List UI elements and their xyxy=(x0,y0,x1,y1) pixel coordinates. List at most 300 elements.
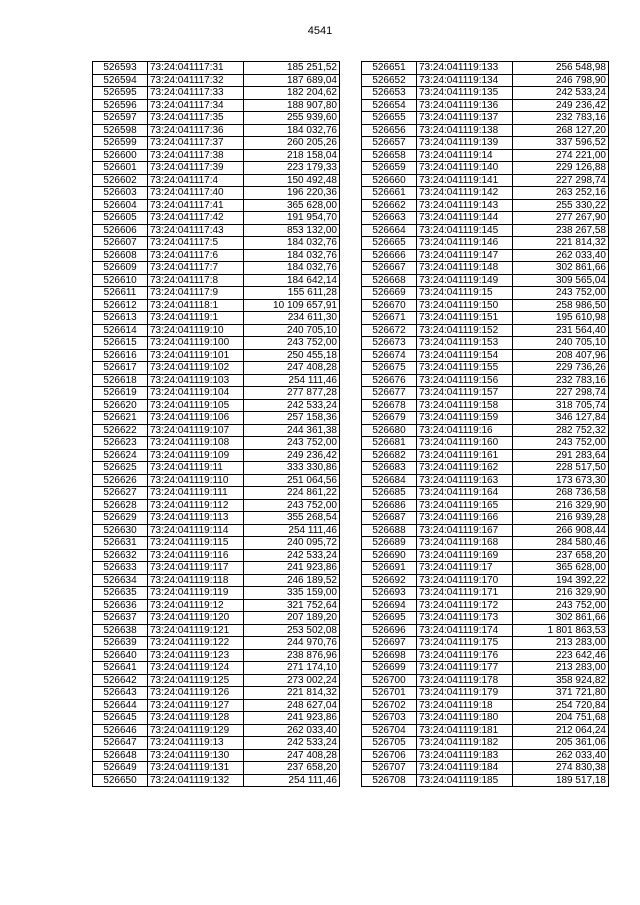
table-row xyxy=(362,337,609,350)
record-number-cell: 526607 xyxy=(93,237,148,250)
record-number-cell: 526626 xyxy=(93,474,148,487)
cadastral-number-cell: 73:24:041117:38 xyxy=(148,149,244,162)
record-number-cell: 526633 xyxy=(93,562,148,575)
cadastral-number-cell: 73:24:041117:31 xyxy=(148,62,244,75)
record-number-cell: 526634 xyxy=(93,574,148,587)
value-cell: 229 126,88 xyxy=(513,162,609,175)
cadastral-number-cell: 73:24:041119:121 xyxy=(148,624,244,637)
table-row xyxy=(362,187,609,200)
table-row xyxy=(362,437,609,450)
record-number-cell: 526677 xyxy=(362,387,417,400)
cadastral-number-cell: 73:24:041119:137 xyxy=(417,112,513,125)
value-cell: 365 628,00 xyxy=(244,199,340,212)
record-number-cell: 526683 xyxy=(362,462,417,475)
record-number-cell: 526665 xyxy=(362,237,417,250)
cadastral-number-cell: 73:24:041119:11 xyxy=(148,462,244,475)
record-number-cell: 526601 xyxy=(93,162,148,175)
cadastral-number-cell: 73:24:041119:10 xyxy=(148,324,244,337)
cadastral-number-cell: 73:24:041119:178 xyxy=(417,674,513,687)
cadastral-number-cell: 73:24:041119:142 xyxy=(417,187,513,200)
value-cell: 184 642,14 xyxy=(244,274,340,287)
value-cell: 260 205,26 xyxy=(244,137,340,150)
table-row xyxy=(93,524,340,537)
value-cell: 271 174,10 xyxy=(244,662,340,675)
record-number-cell: 526655 xyxy=(362,112,417,125)
value-cell: 244 970,76 xyxy=(244,637,340,650)
value-cell: 242 533,24 xyxy=(513,87,609,100)
value-cell: 232 783,16 xyxy=(513,374,609,387)
value-cell: 254 111,46 xyxy=(244,374,340,387)
value-cell: 371 721,80 xyxy=(513,687,609,700)
value-cell: 227 298,74 xyxy=(513,387,609,400)
record-number-cell: 526656 xyxy=(362,124,417,137)
cadastral-number-cell: 73:24:041119:104 xyxy=(148,387,244,400)
table-row xyxy=(362,237,609,250)
record-number-cell: 526640 xyxy=(93,649,148,662)
record-number-cell: 526666 xyxy=(362,249,417,262)
table-row xyxy=(93,712,340,725)
cadastral-number-cell: 73:24:041119:160 xyxy=(417,437,513,450)
cadastral-number-cell: 73:24:041119:166 xyxy=(417,512,513,525)
record-number-cell: 526603 xyxy=(93,187,148,200)
table-row xyxy=(362,537,609,550)
table-row xyxy=(362,599,609,612)
record-number-cell: 526629 xyxy=(93,512,148,525)
record-number-cell: 526593 xyxy=(93,62,148,75)
record-number-cell: 526661 xyxy=(362,187,417,200)
value-cell: 243 752,00 xyxy=(513,437,609,450)
table-row xyxy=(362,287,609,300)
table-row xyxy=(362,224,609,237)
value-cell: 262 033,40 xyxy=(244,724,340,737)
value-cell: 150 492,48 xyxy=(244,174,340,187)
table-row xyxy=(93,212,340,225)
record-number-cell: 526620 xyxy=(93,399,148,412)
value-cell: 274 830,38 xyxy=(513,762,609,775)
value-cell: 238 876,96 xyxy=(244,649,340,662)
record-number-cell: 526699 xyxy=(362,662,417,675)
table-row xyxy=(93,374,340,387)
value-cell: 247 408,28 xyxy=(244,749,340,762)
record-number-cell: 526664 xyxy=(362,224,417,237)
value-cell: 257 158,36 xyxy=(244,412,340,425)
cadastral-number-cell: 73:24:041119:157 xyxy=(417,387,513,400)
value-cell: 258 986,50 xyxy=(513,299,609,312)
table-row xyxy=(362,412,609,425)
cadastral-number-cell: 73:24:041119:107 xyxy=(148,424,244,437)
cadastral-number-cell: 73:24:041119:18 xyxy=(417,699,513,712)
value-cell: 237 658,20 xyxy=(244,762,340,775)
record-number-cell: 526635 xyxy=(93,587,148,600)
record-number-cell: 526594 xyxy=(93,74,148,87)
record-number-cell: 526611 xyxy=(93,287,148,300)
table-row xyxy=(362,324,609,337)
value-cell: 241 923,86 xyxy=(244,712,340,725)
record-number-cell: 526653 xyxy=(362,87,417,100)
record-number-cell: 526675 xyxy=(362,362,417,375)
cadastral-number-cell: 73:24:041117:8 xyxy=(148,274,244,287)
record-number-cell: 526673 xyxy=(362,337,417,350)
value-cell: 196 220,36 xyxy=(244,187,340,200)
record-number-cell: 526697 xyxy=(362,637,417,650)
record-number-cell: 526638 xyxy=(93,624,148,637)
cadastral-number-cell: 73:24:041119:117 xyxy=(148,562,244,575)
value-cell: 212 064,24 xyxy=(513,724,609,737)
table-row xyxy=(362,549,609,562)
cadastral-number-cell: 73:24:041119:105 xyxy=(148,399,244,412)
table-row xyxy=(93,362,340,375)
value-cell: 248 627,04 xyxy=(244,699,340,712)
record-number-cell: 526623 xyxy=(93,437,148,450)
record-number-cell: 526613 xyxy=(93,312,148,325)
cadastral-number-cell: 73:24:041119:174 xyxy=(417,624,513,637)
table-row xyxy=(93,549,340,562)
record-number-cell: 526616 xyxy=(93,349,148,362)
cadastral-number-cell: 73:24:041119:161 xyxy=(417,449,513,462)
value-cell: 173 673,30 xyxy=(513,474,609,487)
record-number-cell: 526619 xyxy=(93,387,148,400)
table-row xyxy=(93,274,340,287)
table-row xyxy=(93,337,340,350)
cadastral-number-cell: 73:24:041119:177 xyxy=(417,662,513,675)
cadastral-number-cell: 73:24:041119:170 xyxy=(417,574,513,587)
cadastral-number-cell: 73:24:041119:15 xyxy=(417,287,513,300)
table-row xyxy=(93,112,340,125)
table-row xyxy=(362,637,609,650)
record-number-cell: 526645 xyxy=(93,712,148,725)
table-row xyxy=(362,137,609,150)
cadastral-number-cell: 73:24:041119:135 xyxy=(417,87,513,100)
cadastral-number-cell: 73:24:041119:169 xyxy=(417,549,513,562)
cadastral-number-cell: 73:24:041117:39 xyxy=(148,162,244,175)
value-cell: 205 361,06 xyxy=(513,737,609,750)
record-number-cell: 526660 xyxy=(362,174,417,187)
page-number: 4541 xyxy=(307,25,333,37)
cadastral-number-cell: 73:24:041117:37 xyxy=(148,137,244,150)
table-row xyxy=(362,587,609,600)
value-cell: 274 221,00 xyxy=(513,149,609,162)
record-number-cell: 526667 xyxy=(362,262,417,275)
value-cell: 263 252,16 xyxy=(513,187,609,200)
table-row xyxy=(93,662,340,675)
record-number-cell: 526636 xyxy=(93,599,148,612)
value-cell: 155 611,28 xyxy=(244,287,340,300)
record-number-cell: 526625 xyxy=(93,462,148,475)
table-row xyxy=(93,224,340,237)
value-cell: 309 565,04 xyxy=(513,274,609,287)
table-row xyxy=(362,649,609,662)
table-row xyxy=(93,637,340,650)
cadastral-number-cell: 73:24:041119:167 xyxy=(417,524,513,537)
cadastral-number-cell: 73:24:041119:183 xyxy=(417,749,513,762)
value-cell: 335 159,00 xyxy=(244,587,340,600)
cadastral-number-cell: 73:24:041119:175 xyxy=(417,637,513,650)
cadastral-number-cell: 73:24:041119:103 xyxy=(148,374,244,387)
record-number-cell: 526595 xyxy=(93,87,148,100)
cadastral-number-cell: 73:24:041119:154 xyxy=(417,349,513,362)
record-number-cell: 526705 xyxy=(362,737,417,750)
value-cell: 246 798,90 xyxy=(513,74,609,87)
value-cell: 277 877,28 xyxy=(244,387,340,400)
table-row xyxy=(362,387,609,400)
cadastral-number-cell: 73:24:041119:118 xyxy=(148,574,244,587)
record-number-cell: 526669 xyxy=(362,287,417,300)
table-row xyxy=(93,449,340,462)
value-cell: 194 392,22 xyxy=(513,574,609,587)
value-cell: 268 736,58 xyxy=(513,487,609,500)
table-row xyxy=(362,212,609,225)
table-row xyxy=(362,774,609,787)
value-cell: 184 032,76 xyxy=(244,124,340,137)
table-row xyxy=(362,674,609,687)
record-number-cell: 526615 xyxy=(93,337,148,350)
cadastral-number-cell: 73:24:041119:146 xyxy=(417,237,513,250)
record-number-cell: 526618 xyxy=(93,374,148,387)
cadastral-number-cell: 73:24:041119:110 xyxy=(148,474,244,487)
cadastral-number-cell: 73:24:041117:32 xyxy=(148,74,244,87)
value-cell: 243 752,00 xyxy=(513,287,609,300)
value-cell: 188 907,80 xyxy=(244,99,340,112)
cadastral-number-cell: 73:24:041119:124 xyxy=(148,662,244,675)
table-row xyxy=(93,387,340,400)
cadastral-number-cell: 73:24:041119:143 xyxy=(417,199,513,212)
table-row xyxy=(93,562,340,575)
cadastral-number-cell: 73:24:041119:159 xyxy=(417,412,513,425)
record-number-cell: 526608 xyxy=(93,249,148,262)
table-row xyxy=(93,699,340,712)
cadastral-number-cell: 73:24:041119:138 xyxy=(417,124,513,137)
cadastral-number-cell: 73:24:041117:41 xyxy=(148,199,244,212)
record-number-cell: 526637 xyxy=(93,612,148,625)
record-number-cell: 526599 xyxy=(93,137,148,150)
record-number-cell: 526708 xyxy=(362,774,417,787)
value-cell: 216 329,90 xyxy=(513,499,609,512)
cadastral-number-cell: 73:24:041119:113 xyxy=(148,512,244,525)
cadastral-number-cell: 73:24:041119:139 xyxy=(417,137,513,150)
value-cell: 246 189,52 xyxy=(244,574,340,587)
record-number-cell: 526678 xyxy=(362,399,417,412)
record-number-cell: 526600 xyxy=(93,149,148,162)
value-cell: 231 564,40 xyxy=(513,324,609,337)
record-number-cell: 526682 xyxy=(362,449,417,462)
cadastral-number-cell: 73:24:041119:162 xyxy=(417,462,513,475)
table-row xyxy=(362,512,609,525)
record-number-cell: 526662 xyxy=(362,199,417,212)
record-number-cell: 526693 xyxy=(362,587,417,600)
cadastral-number-cell: 73:24:041119:155 xyxy=(417,362,513,375)
value-cell: 249 236,42 xyxy=(244,449,340,462)
record-number-cell: 526658 xyxy=(362,149,417,162)
cadastral-number-cell: 73:24:041119:16 xyxy=(417,424,513,437)
table-row xyxy=(93,399,340,412)
cadastral-number-cell: 73:24:041119:171 xyxy=(417,587,513,600)
table-row xyxy=(362,612,609,625)
record-number-cell: 526657 xyxy=(362,137,417,150)
table-row xyxy=(362,724,609,737)
record-number-cell: 526644 xyxy=(93,699,148,712)
table-row xyxy=(362,749,609,762)
value-cell: 213 283,00 xyxy=(513,637,609,650)
cadastral-number-cell: 73:24:041119:14 xyxy=(417,149,513,162)
value-cell: 355 268,54 xyxy=(244,512,340,525)
table-row xyxy=(93,612,340,625)
record-number-cell: 526606 xyxy=(93,224,148,237)
table-row xyxy=(93,162,340,175)
table-row xyxy=(93,312,340,325)
table-row xyxy=(362,762,609,775)
cadastral-number-cell: 73:24:041117:35 xyxy=(148,112,244,125)
record-number-cell: 526648 xyxy=(93,749,148,762)
record-number-cell: 526624 xyxy=(93,449,148,462)
cadastral-number-cell: 73:24:041119:140 xyxy=(417,162,513,175)
cadastral-number-cell: 73:24:041119:173 xyxy=(417,612,513,625)
cadastral-number-cell: 73:24:041119:134 xyxy=(417,74,513,87)
cadastral-number-cell: 73:24:041119:115 xyxy=(148,537,244,550)
record-number-cell: 526676 xyxy=(362,374,417,387)
table-row xyxy=(362,199,609,212)
table-row xyxy=(362,374,609,387)
cadastral-number-cell: 73:24:041119:164 xyxy=(417,487,513,500)
record-number-cell: 526631 xyxy=(93,537,148,550)
cadastral-number-cell: 73:24:041119:131 xyxy=(148,762,244,775)
value-cell: 318 705,74 xyxy=(513,399,609,412)
table-row xyxy=(362,99,609,112)
table-row xyxy=(93,574,340,587)
cadastral-number-cell: 73:24:041119:150 xyxy=(417,299,513,312)
record-number-cell: 526671 xyxy=(362,312,417,325)
cadastral-number-cell: 73:24:041119:109 xyxy=(148,449,244,462)
record-number-cell: 526688 xyxy=(362,524,417,537)
value-cell: 184 032,76 xyxy=(244,237,340,250)
value-cell: 277 267,90 xyxy=(513,212,609,225)
value-cell: 243 752,00 xyxy=(513,599,609,612)
table-row xyxy=(362,424,609,437)
record-number-cell: 526687 xyxy=(362,512,417,525)
record-number-cell: 526609 xyxy=(93,262,148,275)
registry-table-right xyxy=(361,61,609,787)
record-number-cell: 526692 xyxy=(362,574,417,587)
table-row xyxy=(93,437,340,450)
value-cell: 241 923,86 xyxy=(244,562,340,575)
record-number-cell: 526706 xyxy=(362,749,417,762)
value-cell: 242 533,24 xyxy=(244,399,340,412)
value-cell: 229 736,26 xyxy=(513,362,609,375)
record-number-cell: 526701 xyxy=(362,687,417,700)
value-cell: 195 610,98 xyxy=(513,312,609,325)
cadastral-number-cell: 73:24:041119:179 xyxy=(417,687,513,700)
value-cell: 266 908,44 xyxy=(513,524,609,537)
value-cell: 224 861,22 xyxy=(244,487,340,500)
record-number-cell: 526627 xyxy=(93,487,148,500)
record-number-cell: 526649 xyxy=(93,762,148,775)
record-number-cell: 526602 xyxy=(93,174,148,187)
table-row xyxy=(362,362,609,375)
record-number-cell: 526700 xyxy=(362,674,417,687)
table-row xyxy=(93,324,340,337)
table-row xyxy=(93,287,340,300)
record-number-cell: 526659 xyxy=(362,162,417,175)
table-row xyxy=(362,62,609,75)
cadastral-number-cell: 73:24:041119:180 xyxy=(417,712,513,725)
cadastral-number-cell: 73:24:041117:6 xyxy=(148,249,244,262)
value-cell: 213 283,00 xyxy=(513,662,609,675)
cadastral-number-cell: 73:24:041119:119 xyxy=(148,587,244,600)
record-number-cell: 526598 xyxy=(93,124,148,137)
record-number-cell: 526651 xyxy=(362,62,417,75)
cadastral-number-cell: 73:24:041119:1 xyxy=(148,312,244,325)
record-number-cell: 526612 xyxy=(93,299,148,312)
value-cell: 291 283,64 xyxy=(513,449,609,462)
record-number-cell: 526604 xyxy=(93,199,148,212)
value-cell: 184 032,76 xyxy=(244,249,340,262)
cadastral-number-cell: 73:24:041119:125 xyxy=(148,674,244,687)
cadastral-number-cell: 73:24:041119:182 xyxy=(417,737,513,750)
cadastral-number-cell: 73:24:041119:130 xyxy=(148,749,244,762)
table-row xyxy=(93,624,340,637)
value-cell: 1 801 863,53 xyxy=(513,624,609,637)
table-row xyxy=(93,512,340,525)
value-cell: 256 548,98 xyxy=(513,62,609,75)
table-row xyxy=(93,262,340,275)
table-row xyxy=(93,537,340,550)
table-row xyxy=(362,624,609,637)
record-number-cell: 526641 xyxy=(93,662,148,675)
table-row xyxy=(93,649,340,662)
table-row xyxy=(362,299,609,312)
cadastral-number-cell: 73:24:041119:127 xyxy=(148,699,244,712)
cadastral-number-cell: 73:24:041119:102 xyxy=(148,362,244,375)
value-cell: 365 628,00 xyxy=(513,562,609,575)
value-cell: 208 407,96 xyxy=(513,349,609,362)
cadastral-number-cell: 73:24:041119:108 xyxy=(148,437,244,450)
record-number-cell: 526605 xyxy=(93,212,148,225)
cadastral-number-cell: 73:24:041117:42 xyxy=(148,212,244,225)
table-row xyxy=(93,774,340,787)
cadastral-number-cell: 73:24:041119:122 xyxy=(148,637,244,650)
table-row xyxy=(362,274,609,287)
record-number-cell: 526680 xyxy=(362,424,417,437)
table-row xyxy=(93,99,340,112)
record-number-cell: 526628 xyxy=(93,499,148,512)
record-number-cell: 526698 xyxy=(362,649,417,662)
table-row xyxy=(93,599,340,612)
record-number-cell: 526622 xyxy=(93,424,148,437)
table-row xyxy=(93,187,340,200)
record-number-cell: 526690 xyxy=(362,549,417,562)
record-number-cell: 526696 xyxy=(362,624,417,637)
record-number-cell: 526650 xyxy=(93,774,148,787)
table-row xyxy=(362,699,609,712)
cadastral-number-cell: 73:24:041119:147 xyxy=(417,249,513,262)
value-cell: 221 814,32 xyxy=(513,237,609,250)
cadastral-number-cell: 73:24:041119:101 xyxy=(148,349,244,362)
record-number-cell: 526610 xyxy=(93,274,148,287)
value-cell: 232 783,16 xyxy=(513,112,609,125)
value-cell: 273 002,24 xyxy=(244,674,340,687)
table-row xyxy=(93,137,340,150)
record-number-cell: 526643 xyxy=(93,687,148,700)
table-row xyxy=(362,449,609,462)
value-cell: 358 924,82 xyxy=(513,674,609,687)
table-row xyxy=(93,62,340,75)
value-cell: 337 596,52 xyxy=(513,137,609,150)
table-row xyxy=(93,199,340,212)
cadastral-number-cell: 73:24:041119:176 xyxy=(417,649,513,662)
table-row xyxy=(362,712,609,725)
record-number-cell: 526686 xyxy=(362,499,417,512)
value-cell: 282 752,32 xyxy=(513,424,609,437)
value-cell: 216 939,28 xyxy=(513,512,609,525)
